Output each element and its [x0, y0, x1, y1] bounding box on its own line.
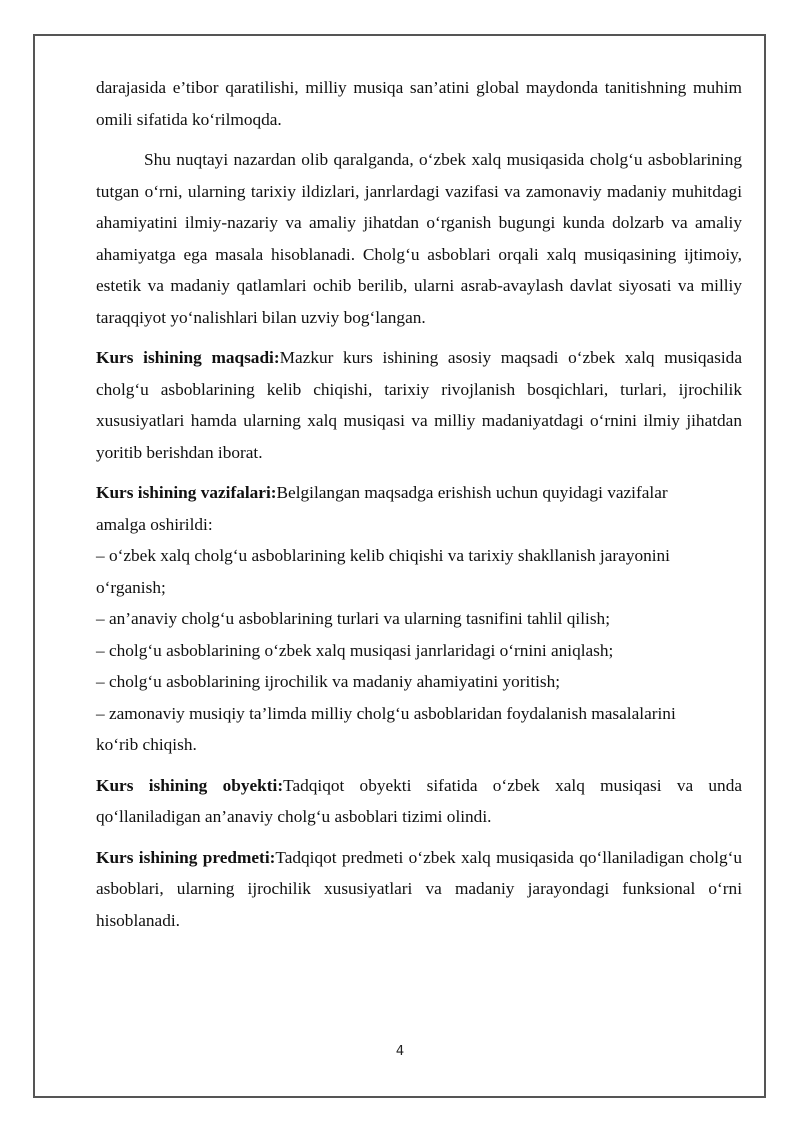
goal-text: Mazkur kurs ishining asosiy maqsadi o‘zbek xalq musiqasida cholg‘u asboblarining kelib chiqishi, tarixiy rivojlanish bosqichlari, turlari, ijrochilik xususiyatlari hamda ularning xalq musiqasi va milliy madaniyatdagi o‘rnini ilmiy jihatdan yoritib berishdan iborat.: [96, 348, 742, 462]
list-item: [96, 635, 742, 667]
tasks-intro-line-2: amalga oshirildi:: [96, 514, 213, 534]
list-item: [96, 603, 742, 635]
list-item-line: ko‘rib chiqish.: [96, 735, 197, 754]
section-goal: [96, 342, 742, 468]
object-text: Tadqiqot obyekti sifatida o‘zbek xalq musiqasi va unda qo‘llaniladigan an’anaviy cholg‘u asboblari tizimi olindi.: [96, 775, 742, 826]
paragraph-intro: darajasida e’tibor qaratilishi, milliy musiqa san’atini global maydonda tanitishning muhim omili sifatida ko‘rilmoqda.: [96, 78, 742, 129]
list-item-line: – o‘zbek xalq cholg‘u asboblarining kelib chiqishi va tarixiy shakllanish jarayonini: [96, 546, 670, 565]
subject-label: Kurs ishining predmeti:: [96, 847, 276, 867]
list-item-line: o‘rganish;: [96, 577, 166, 597]
paragraph-context: Shu nuqtayi nazardan olib qaralganda, o‘zbek xalq musiqasida cholg‘u asboblarining tutgan o‘rni, ularning tarixiy ildizlari, janrlardagi vazifasi va zamonaviy madaniy muhitdagi ahamiyatini ilmiy-nazariy va amaliy jihatdan o‘rganish bugungi kunda dolzarb va amaliy ahamiyatga ega masala hisoblanadi. Cholg‘u asboblari orqali xalq musiqasining ijtimoiy, estetik va madaniy qatlamlari ochib berilib, ularni asrab-avaylash davlat siyosati va milliy taraqqiyot yo‘nalishlari bilan uzviy bog‘langan.: [96, 150, 742, 327]
document-body: [96, 72, 742, 936]
list-item: [96, 666, 742, 698]
section-object: [96, 770, 742, 833]
goal-label: Kurs ishining maqsadi:: [96, 348, 280, 367]
list-item-line: – cholg‘u asboblarining o‘zbek xalq musiqasi janrlaridagi o‘rnini aniqlash;: [96, 640, 614, 660]
list-item-line: – an’anaviy cholg‘u asboblarining turlari va ularning tasnifini tahlil qilish;: [96, 609, 610, 628]
subject-text: Tadqiqot predmeti o‘zbek xalq musiqasida qo‘llaniladigan cholg‘u asboblari, ularning ijrochilik xususiyatlari va madaniy jarayondagi funksional o‘rni hisoblanadi.: [96, 847, 742, 930]
tasks-intro-line-1: [96, 477, 742, 509]
page-number: 4: [395, 1044, 405, 1059]
section-subject: [96, 842, 742, 937]
section-tasks: [96, 477, 742, 761]
object-label: Kurs ishining obyekti:: [96, 775, 284, 795]
list-item: [96, 540, 742, 603]
list-item-line: – cholg‘u asboblarining ijrochilik va madaniy ahamiyatini yoritish;: [96, 672, 561, 691]
tasks-label: Kurs ishining vazifalari:: [96, 483, 277, 502]
list-item: [96, 698, 742, 761]
list-item-line: – zamonaviy musiqiy ta’limda milliy cholg‘u asboblaridan foydalanish masalalarini: [96, 703, 676, 723]
tasks-intro-text: Belgilangan maqsadga erishish uchun quyidagi vazifalar: [276, 483, 668, 502]
